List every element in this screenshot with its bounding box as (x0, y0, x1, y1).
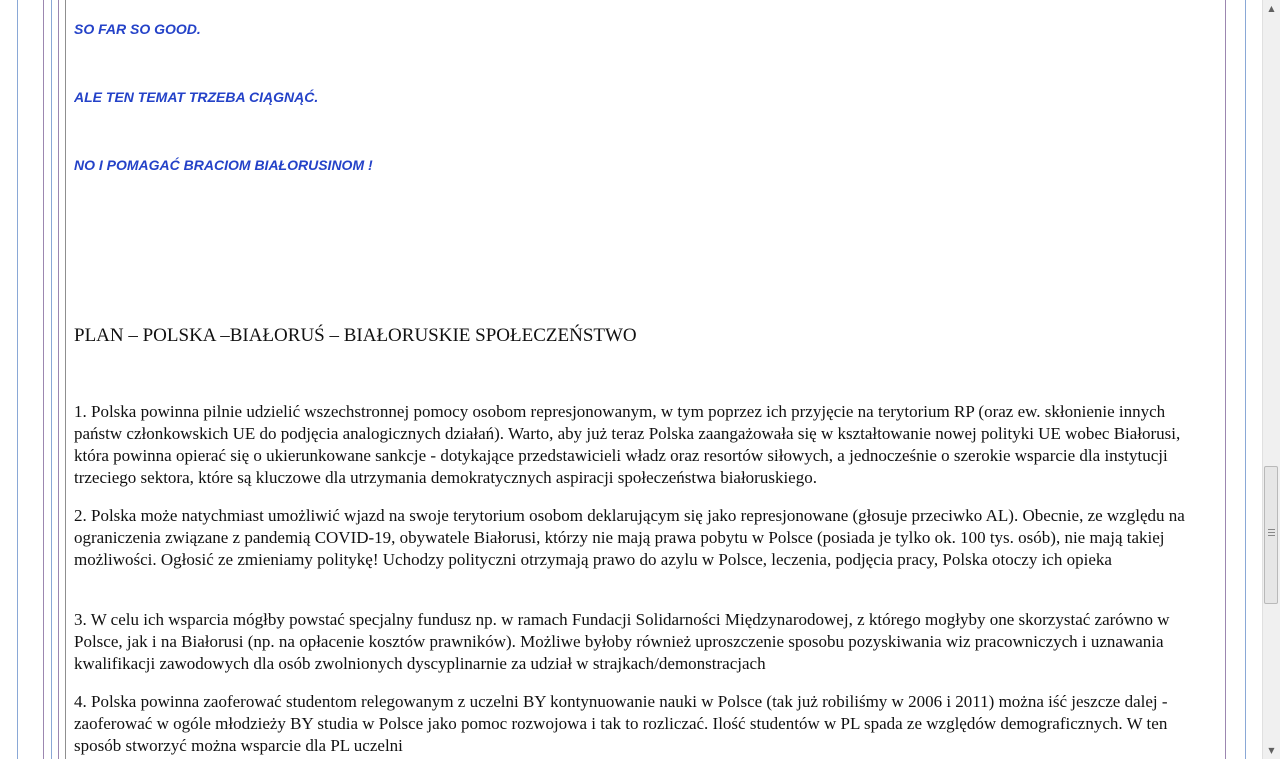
paragraph-2: 2. Polska może natychmiast umożliwić wjazd na swoje terytorium osobom deklarującym się jako represjonowane (głosuje przeciwko AL). Obecnie, ze względu na ograniczenia związane z pandemią COVID-19, obywatele Białorusi, którzy nie mają prawa pobytu w Polsce (posiada je tylko ok. 100 tys. osób), nie mają takiej możliwości. Ogłosić ze zmieniamy politykę! Uchodzy polityczni otrzymają prawo do azylu w Polsce, leczenia, podjęcia pracy, Polska otoczy ich opieka (74, 506, 1185, 569)
plan-heading: PLAN – POLSKA –BIAŁORUŚ – BIAŁORUSKIE SPOŁECZEŃSTWO (74, 325, 637, 346)
blue-line-2: ALE TEN TEMAT TRZEBA CIĄGNĄĆ. (74, 89, 319, 105)
frame-line-left-4 (58, 0, 59, 759)
grip-icon (1268, 529, 1275, 537)
frame-line-right-2 (1245, 0, 1246, 759)
paragraph-1: 1. Polska powinna pilnie udzielić wszechstronnej pomocy osobom represjonowanym, w tym poprzez ich przyjęcie na terytorium RP (oraz ew. skłonienie innych państw członkowskich UE do podjęcia analogicznych działań). Warto, aby już teraz Polska zaangażowała się w kształtowanie nowej polityki UE wobec Białorusi, która powinna opierać się o ukierunkowane sankcje - dotykające przedstawicieli władz oraz resortów siłowych, a jednocześnie o szerokie wsparcie dla instytucji trzeciego sektora, które są kluczowe dla utrzymania demokratycznych aspiracji społeczeństwa białoruskiego. (74, 402, 1181, 487)
arrow-up-icon[interactable]: ▲ (1263, 0, 1280, 17)
frame-line-left-3 (51, 0, 52, 759)
frame-line-left-1 (17, 0, 18, 759)
arrow-down-icon[interactable]: ▼ (1263, 742, 1280, 759)
paragraph-3: 3. W celu ich wsparcia mógłby powstać specjalny fundusz np. w ramach Fundacji Solidarności Międzynarodowej, z którego mogłyby one skorzystać zarówno w Polsce, jak i na Białorusi (np. na opłacenie kosztów prawników). Możliwe byłoby również uproszczenie sposobu pozyskiwania wiz pracowniczych i uznawania kwalifikacji zawodowych dla osób zwolnionych dyscyplinarnie za udział w strajkach/demonstracjach (74, 610, 1170, 673)
paragraph-4: 4. Polska powinna zaoferować studentom relegowanym z uczelni BY kontynuowanie nauki w Polsce (tak już robiliśmy w 2006 i 2011) można iść jeszcze dalej - zaoferować w ogóle młodzieży BY studia w Polsce jako pomoc rozwojowa i tak to rozliczać. Ilość studentów w PL spada ze względów demograficznych. W ten sposób stworzyć można wsparcie dla PL uczelni (74, 692, 1168, 755)
blue-line-3: NO I POMAGAĆ BRACIOM BIAŁORUSINOM ! (74, 157, 373, 173)
post-content (74, 0, 1214, 759)
scrollbar-thumb[interactable] (1264, 466, 1278, 604)
vertical-scrollbar[interactable] (1262, 0, 1280, 759)
frame-line-left-2 (43, 0, 44, 759)
frame-line-right-1 (1225, 0, 1226, 759)
frame-line-left-5 (65, 0, 66, 759)
blue-line-1: SO FAR SO GOOD. (74, 21, 201, 37)
